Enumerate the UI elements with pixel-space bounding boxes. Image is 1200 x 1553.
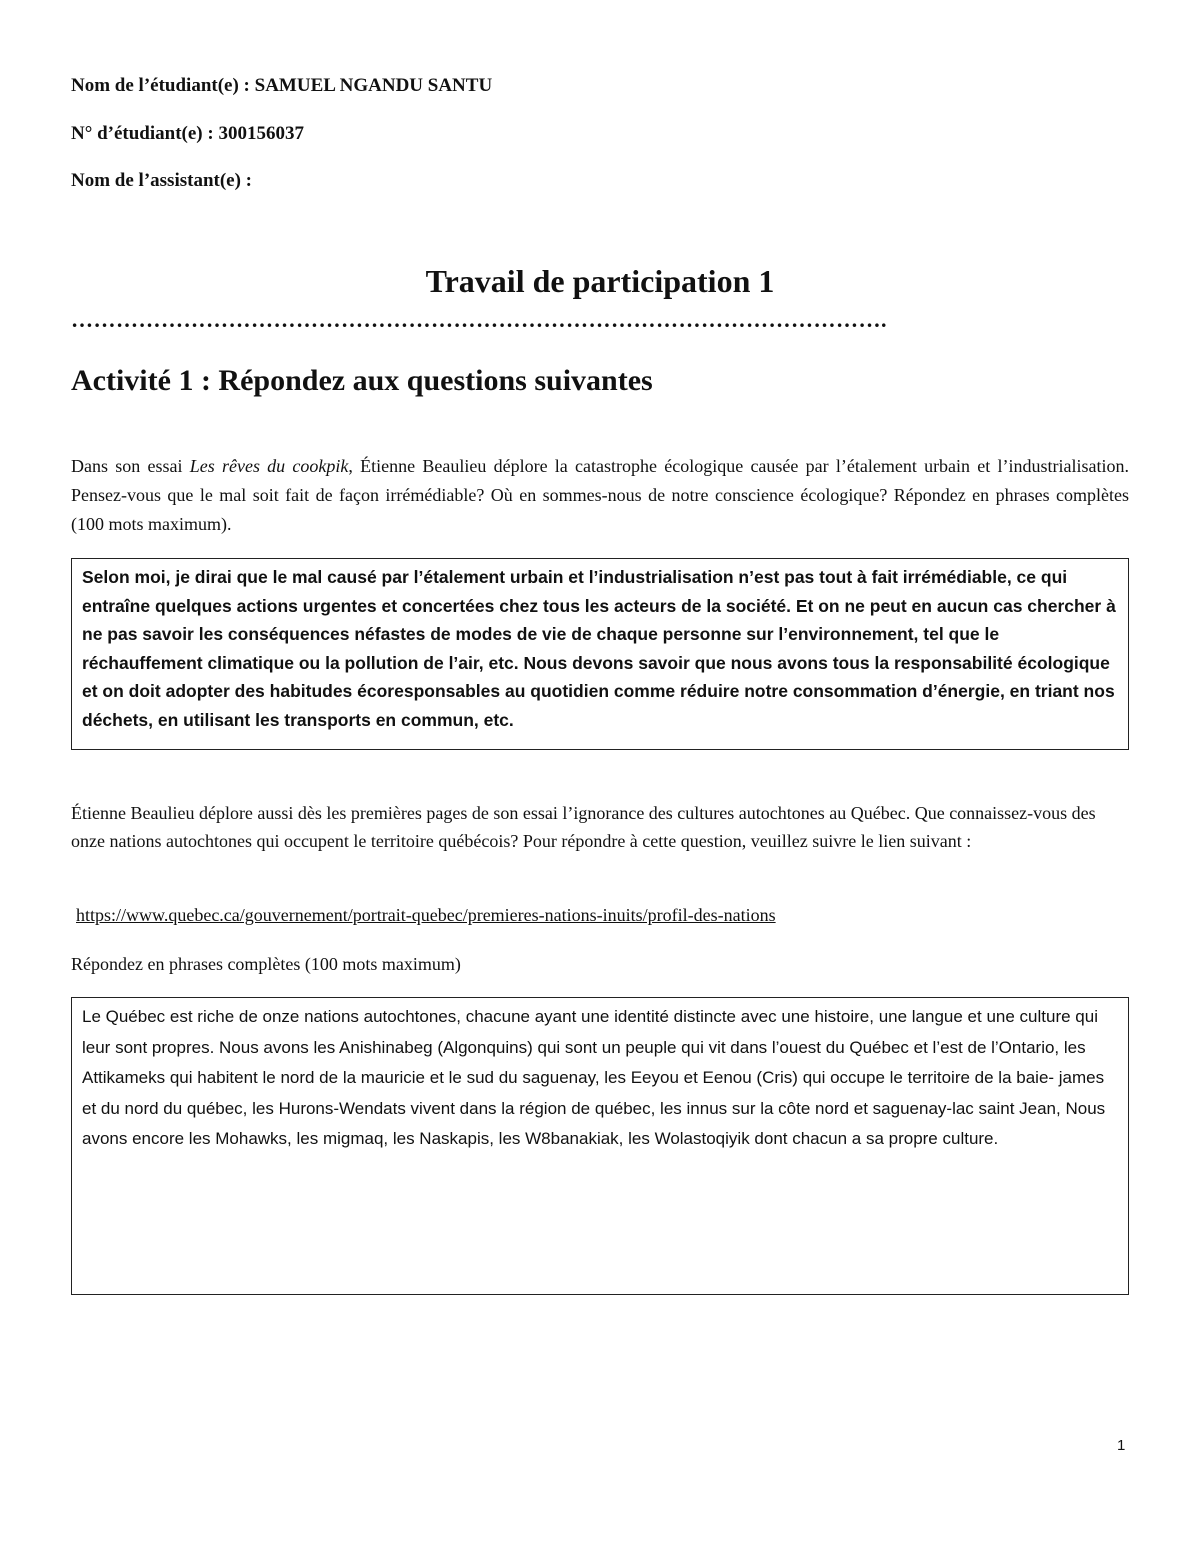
nations-profile-link[interactable]: https://www.quebec.ca/gouvernement/portrait-quebec/premieres-nations-inuits/profil-des-nations [76, 905, 776, 925]
question-1 [71, 452, 1129, 539]
page-title: Travail de participation 1 [425, 263, 775, 299]
essay-title: Les rêves du cookpik [189, 456, 349, 476]
page-number: 1 [1117, 1437, 1126, 1454]
student-name: Nom de l’étudiant(e) : SAMUEL NGANDU SANTU [71, 75, 493, 96]
question-2: Étienne Beaulieu déplore aussi dès les premières pages de son essai l’ignorance des cultures autochtones au Québec. Que connaissez-vous des onze nations autochtones qui occupent le territoire québécois? Pour répondre à cette question, veuillez suivre le lien suivant : [71, 803, 1096, 851]
answer-box-1[interactable]: Selon moi, je dirai que le mal causé par l’étalement urbain et l’industrialisation n’est pas tout à fait irrémédiable, ce qui entraîne quelques actions urgentes et concertées chez tous les acteurs de la société. Et on ne peut en aucun cas chercher à ne pas savoir les conséquences néfastes de modes de vie de chaque personne sur l’environnement, tel que le réchauffement climatique ou la pollution de l’air, etc. Nous devons savoir que nous avons tous la responsabilité écologique et on doit adopter des habitudes écoresponsables au quotidien comme réduire notre consommation d’énergie, en triant nos déchets, en utilisant les transports en commun, etc. [71, 558, 1129, 750]
activity-title: Activité 1 : Répondez aux questions suivantes [71, 364, 653, 397]
question-1-body: , Étienne Beaulieu déplore la catastrophe écologique causée par l’étalement urbain et l’industrialisation. Pensez-vous que le mal soit fait de façon irrémédiable? Où en sommes-nous de notre conscience écologique? Répondez en phrases complètes (100 mots maximum). [71, 456, 1130, 534]
student-number: N° d’étudiant(e) : 300156037 [71, 123, 304, 144]
assistant-name: Nom de l’assistant(e) : [71, 170, 253, 191]
answer-instruction: Répondez en phrases complètes (100 mots maximum) [71, 954, 461, 974]
answer-box-2[interactable]: Le Québec est riche de onze nations autochtones, chacune ayant une identité distincte avec une histoire, une langue et une culture qui leur sont propres. Nous avons les Anishinabeg (Algonquins) qui sont un peuple qui vit dans l’ouest du Québec et l’est de l’Ontario, les Attikameks qui habitent le nord de la mauricie et le sud du saguenay, les Eeyou et Eenou (Cris) qui occupe le territoire de la baie- james et du nord du québec, les Hurons-Wendats vivent dans la région de québec, les innus sur la côte nord et saguenay-lac saint Jean, Nous avons encore les Mohawks, les migmaq, les Naskapis, les W8banakiak, les Wolastoqiyik dont chacun a sa propre culture. [71, 997, 1129, 1295]
question-1-intro: Dans son essai [71, 456, 190, 476]
dotted-separator: ………………………………………………………………………………………………. [71, 313, 887, 327]
